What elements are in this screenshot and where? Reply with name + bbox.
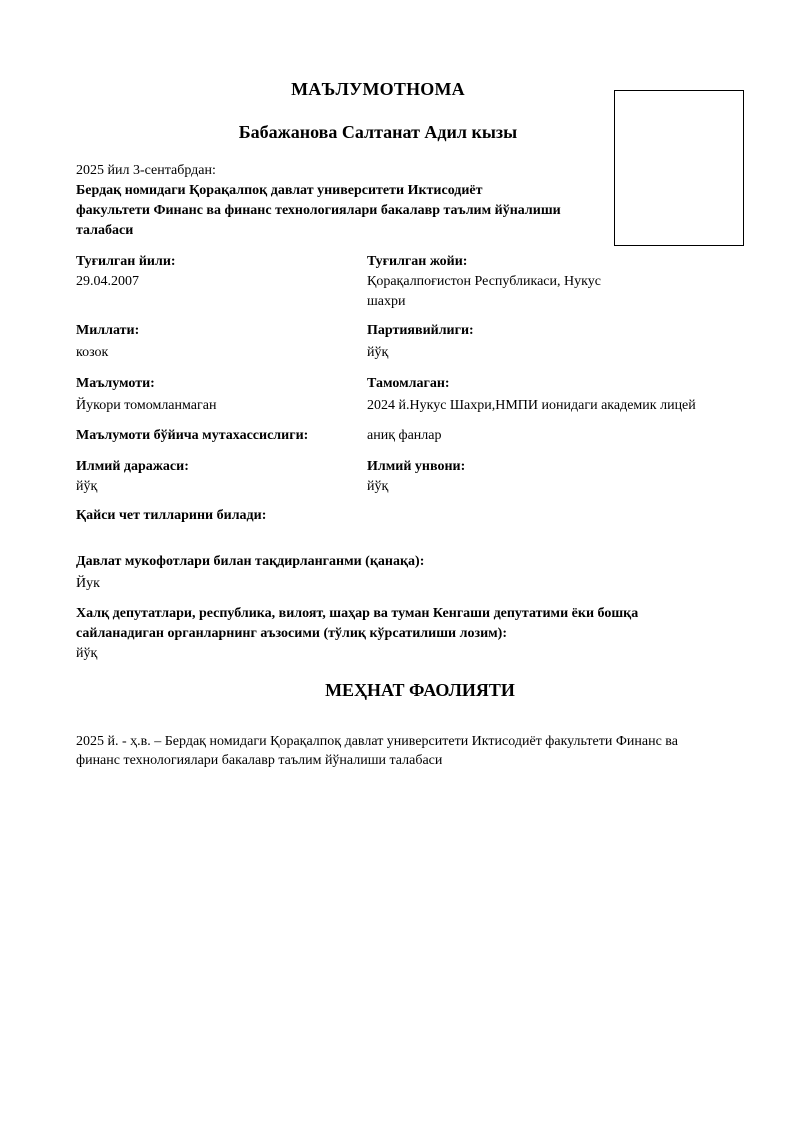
specialty-label: Маълумоти бўйича мутахассислиги: bbox=[76, 428, 309, 443]
intro-position-line1: Бердақ номидаги Қорақалпоқ давлат университети Иктисодиёт bbox=[76, 183, 483, 198]
nationality-label: Миллати: bbox=[76, 323, 140, 338]
awards-value: Йук bbox=[76, 576, 100, 591]
work-entry-line2: финанс технологиялари бакалавр таълим йўналиши талабаси bbox=[76, 753, 443, 768]
intro-date: 2025 йил 3-сентабрдан: bbox=[76, 163, 216, 178]
birth-place-label: Туғилган жойи: bbox=[367, 254, 468, 269]
birth-year-label: Туғилган йили: bbox=[76, 254, 176, 269]
deputy-label-line1: Халқ депутатлари, республика, вилоят, шаҳар ва туман Кенгаши депутатими ёки бошқа bbox=[76, 606, 639, 621]
degree-label: Илмий даражаси: bbox=[76, 459, 189, 474]
birth-place-value-line2: шахри bbox=[367, 294, 406, 309]
intro-block bbox=[76, 161, 606, 241]
intro-position-line2: факультети Финанс ва финанс технологиялари бакалавр таълим йўналиши bbox=[76, 203, 561, 218]
birth-year-value: 29.04.2007 bbox=[76, 274, 139, 289]
birth-place-value-line1: Қорақалпоғистон Республикаси, Нукус bbox=[367, 274, 601, 289]
education-label: Маълумоти: bbox=[76, 376, 155, 391]
full-name: Бабажанова Салтанат Адил кызы bbox=[238, 122, 518, 142]
languages-label: Қайси чет тилларини билади: bbox=[76, 508, 267, 523]
graduated-label: Тамомлаган: bbox=[367, 376, 450, 391]
academic-title-label: Илмий унвони: bbox=[367, 459, 466, 474]
party-label: Партиявийлиги: bbox=[367, 323, 474, 338]
nationality-value: козок bbox=[76, 345, 109, 360]
party-value: йўқ bbox=[367, 345, 389, 360]
deputy-value: йўқ bbox=[76, 646, 98, 661]
intro-position-line3: талабаси bbox=[76, 223, 134, 238]
academic-title-value: йўқ bbox=[367, 479, 389, 494]
work-entry bbox=[76, 732, 736, 770]
work-entry-line1: 2025 й. - ҳ.в. – Бердақ номидаги Қорақалпоқ давлат университети Иктисодиёт факультети Финанс ва bbox=[76, 734, 678, 749]
education-value: Йукори томомланмаган bbox=[76, 398, 217, 413]
graduated-value: 2024 й.Нукус Шахри,НМПИ ионидаги академик лицей bbox=[367, 398, 696, 413]
photo-placeholder bbox=[614, 90, 744, 246]
deputy-label-line2: сайланадиган органларнинг аъзосими (тўлиқ кўрсатилиши лозим): bbox=[76, 626, 507, 641]
awards-label: Давлат мукофотлари билан тақдирланганми (қанақа): bbox=[76, 554, 425, 569]
document-title: МАЪЛУМОТНОМА bbox=[291, 79, 465, 99]
degree-value: йўқ bbox=[76, 479, 98, 494]
work-section-title: МЕҲНАТ ФАОЛИЯТИ bbox=[325, 680, 515, 700]
specialty-value: аниқ фанлар bbox=[367, 428, 442, 443]
